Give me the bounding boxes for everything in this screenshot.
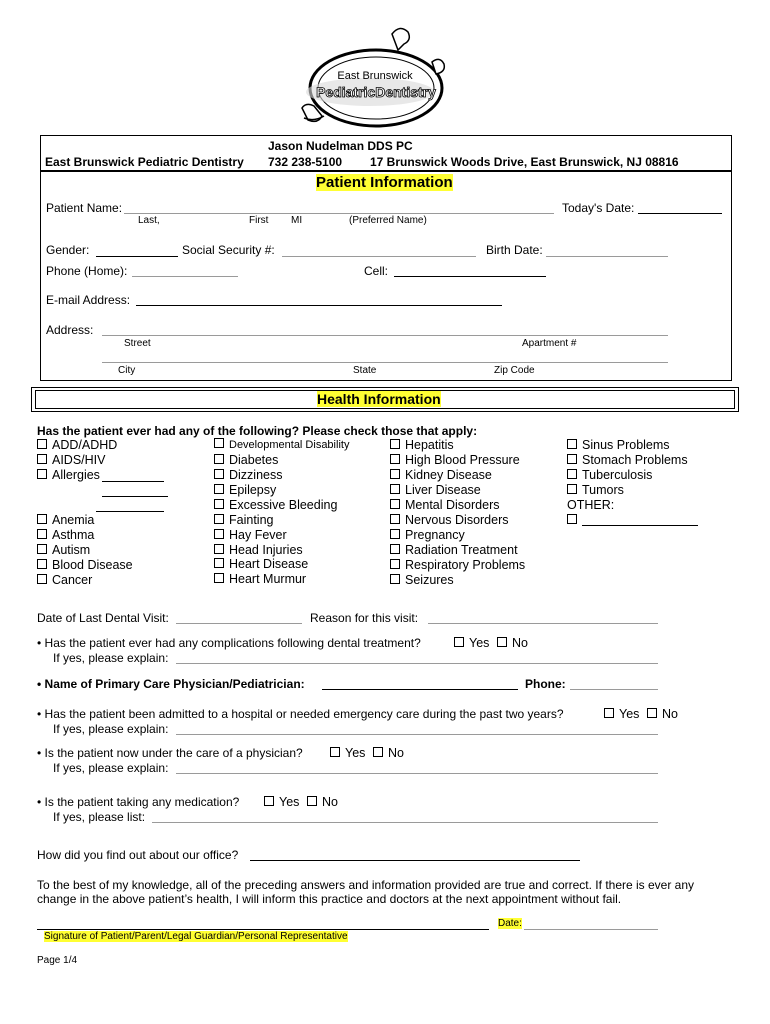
- condition-tuberculosis[interactable]: [567, 468, 652, 482]
- checkbox[interactable]: [567, 514, 577, 524]
- checkbox[interactable]: [214, 469, 224, 479]
- condition-label: Pregnancy: [405, 528, 465, 542]
- condition-anemia[interactable]: [37, 513, 94, 527]
- date-label: Date:: [498, 918, 522, 929]
- condition-high-blood-pressure[interactable]: [390, 453, 520, 467]
- email-label: E-mail Address:: [46, 293, 131, 307]
- condition-label: Hay Fever: [229, 528, 287, 542]
- phone-home-label: Phone (Home):: [46, 264, 128, 278]
- condition-head-injuries[interactable]: [214, 543, 303, 557]
- hospital-yes[interactable]: [604, 707, 639, 721]
- gender-label: Gender:: [46, 243, 90, 257]
- condition-label: Autism: [52, 543, 91, 557]
- find-out-field[interactable]: [250, 860, 580, 861]
- allergies-field-3[interactable]: [96, 511, 164, 512]
- health-question: Has the patient ever had any of the following? Please check those that apply:: [37, 424, 478, 438]
- checkbox[interactable]: [647, 708, 657, 718]
- checkbox[interactable]: [454, 637, 464, 647]
- no-label: No: [388, 746, 404, 760]
- find-out-label: How did you find out about our office?: [37, 848, 239, 862]
- condition-label: Diabetes: [229, 453, 279, 467]
- under-care-yes[interactable]: [330, 746, 365, 760]
- phone-home-field[interactable]: [132, 276, 238, 277]
- birth-date-field[interactable]: [546, 256, 668, 257]
- medication-no[interactable]: [307, 795, 338, 809]
- condition-developmental-disability[interactable]: [214, 438, 349, 451]
- condition-respiratory-problems[interactable]: [390, 558, 525, 572]
- page-number: Page 1/4: [37, 955, 78, 966]
- under-care-question: • Is the patient now under the care of a physician?: [37, 746, 303, 760]
- practice-logo: [292, 22, 462, 134]
- complications-question: • Has the patient ever had any complications following dental treatment?: [37, 636, 421, 650]
- condition-label: Developmental Disability: [229, 439, 350, 451]
- condition-stomach-problems[interactable]: [567, 453, 688, 467]
- cell-field[interactable]: [394, 276, 546, 277]
- sub-mi: MI: [291, 215, 303, 226]
- doctor-name: Jason Nudelman DDS PC: [268, 139, 413, 153]
- condition-label: Mental Disorders: [405, 498, 500, 512]
- sub-preferred: (Preferred Name): [349, 215, 427, 226]
- yes-label: Yes: [345, 746, 366, 760]
- condition-label: High Blood Pressure: [405, 453, 520, 467]
- checkbox[interactable]: [37, 469, 47, 479]
- checkbox[interactable]: [567, 454, 577, 464]
- checkbox[interactable]: [390, 514, 400, 524]
- medication-list-field[interactable]: [152, 822, 658, 823]
- checkbox[interactable]: [390, 559, 400, 569]
- checkbox[interactable]: [330, 747, 340, 757]
- condition-label: Heart Murmur: [229, 572, 307, 586]
- checkbox[interactable]: [214, 514, 224, 524]
- condition-hepatitis[interactable]: [390, 438, 454, 452]
- checkbox[interactable]: [37, 574, 47, 584]
- checkbox[interactable]: [390, 499, 400, 509]
- ssn-field[interactable]: [282, 256, 476, 257]
- yes-label: Yes: [619, 707, 640, 721]
- condition-label: Tumors: [582, 483, 624, 497]
- condition-label: Radiation Treatment: [405, 543, 518, 557]
- physician-phone-label: Phone:: [525, 677, 566, 691]
- condition-label: Head Injuries: [229, 543, 303, 557]
- condition-label: Kidney Disease: [405, 468, 492, 482]
- condition-label: Cancer: [52, 573, 93, 587]
- checkbox[interactable]: [567, 484, 577, 494]
- complications-explain-field[interactable]: [176, 663, 658, 664]
- checkbox[interactable]: [214, 484, 224, 494]
- condition-label: Hepatitis: [405, 438, 454, 452]
- condition-label: Respiratory Problems: [405, 558, 526, 572]
- todays-date-field[interactable]: [638, 213, 722, 214]
- signature-label: Signature of Patient/Parent/Legal Guardian/Personal Representative: [44, 931, 348, 942]
- condition-label: Allergies: [52, 468, 100, 482]
- yes-label: Yes: [279, 795, 300, 809]
- condition-allergies[interactable]: [37, 468, 100, 482]
- checkbox[interactable]: [390, 574, 400, 584]
- condition-diabetes[interactable]: [214, 453, 278, 467]
- condition-label: Sinus Problems: [582, 438, 670, 452]
- address-label: Address:: [46, 323, 94, 337]
- condition-epilepsy[interactable]: [214, 483, 276, 497]
- condition-blood-disease[interactable]: [37, 558, 133, 572]
- checkbox[interactable]: [390, 454, 400, 464]
- other-field[interactable]: [582, 525, 698, 526]
- condition-label: Nervous Disorders: [405, 513, 509, 527]
- yes-label: Yes: [469, 636, 490, 650]
- under-care-no[interactable]: [373, 746, 404, 760]
- reason-field[interactable]: [428, 623, 658, 624]
- complications-explain-label: If yes, please explain:: [53, 651, 169, 665]
- checkbox[interactable]: [390, 544, 400, 554]
- condition-label: Asthma: [52, 528, 95, 542]
- condition-mental-disorders[interactable]: [390, 498, 499, 512]
- checkbox[interactable]: [390, 469, 400, 479]
- physician-phone-field[interactable]: [570, 689, 658, 690]
- medication-list-label: If yes, please list:: [53, 810, 146, 824]
- under-care-explain-field[interactable]: [176, 773, 658, 774]
- logo-line1: East Brunswick: [337, 70, 413, 82]
- checkbox[interactable]: [390, 529, 400, 539]
- ssn-label: Social Security #:: [182, 243, 275, 257]
- checkbox[interactable]: [214, 438, 224, 448]
- patient-name-field[interactable]: [124, 213, 554, 214]
- condition-dizziness[interactable]: [214, 468, 283, 482]
- statement-line-1: To the best of my knowledge, all of the preceding answers and information provided are true and correct. If there is ever any: [37, 878, 695, 892]
- last-visit-label: Date of Last Dental Visit:: [37, 611, 169, 625]
- condition-fainting[interactable]: [214, 513, 273, 527]
- hospital-no[interactable]: [647, 707, 678, 721]
- condition-sinus-problems[interactable]: [567, 438, 670, 452]
- condition-hay-fever[interactable]: [214, 528, 287, 542]
- condition-radiation-treatment[interactable]: [390, 543, 518, 557]
- condition-label: Seizures: [405, 573, 454, 587]
- condition-label: Excessive Bleeding: [229, 498, 338, 512]
- last-visit-field[interactable]: [176, 623, 302, 624]
- hospital-question: • Has the patient been admitted to a hospital or needed emergency care during the past two years?: [37, 707, 564, 721]
- logo-line2: PediatricDentistry: [316, 84, 436, 100]
- checkbox[interactable]: [37, 439, 47, 449]
- checkbox[interactable]: [264, 796, 274, 806]
- checkbox[interactable]: [214, 544, 224, 554]
- condition-autism[interactable]: [37, 543, 90, 557]
- checkbox[interactable]: [307, 796, 317, 806]
- sub-last: Last,: [138, 215, 160, 226]
- condition-heart-murmur[interactable]: [214, 572, 306, 586]
- health-info-title: Health Information: [317, 391, 441, 407]
- reason-label: Reason for this visit:: [310, 611, 419, 625]
- practice-phone: 732 238-5100: [268, 155, 343, 169]
- birth-date-label: Birth Date:: [486, 243, 543, 257]
- no-label: No: [322, 795, 338, 809]
- city-field[interactable]: [102, 362, 668, 363]
- checkbox[interactable]: [214, 454, 224, 464]
- condition-kidney-disease[interactable]: [390, 468, 492, 482]
- checkbox[interactable]: [37, 544, 47, 554]
- hospital-explain-label: If yes, please explain:: [53, 722, 169, 736]
- condition-label: Epilepsy: [229, 483, 277, 497]
- condition-tumors[interactable]: [567, 483, 624, 497]
- condition-asthma[interactable]: [37, 528, 94, 542]
- other-label: OTHER:: [567, 498, 615, 512]
- condition-nervous-disorders[interactable]: [390, 513, 509, 527]
- condition-liver-disease[interactable]: [390, 483, 481, 497]
- checkbox[interactable]: [390, 484, 400, 494]
- patient-name-label: Patient Name:: [46, 201, 123, 215]
- sub-first: First: [249, 215, 269, 226]
- hospital-explain-field[interactable]: [176, 734, 658, 735]
- checkbox[interactable]: [37, 514, 47, 524]
- gender-field[interactable]: [96, 256, 178, 257]
- state-label: State: [353, 365, 377, 376]
- checkbox[interactable]: [214, 558, 224, 568]
- condition-label: Heart Disease: [229, 557, 309, 571]
- physician-field[interactable]: [322, 689, 518, 690]
- practice-name: East Brunswick Pediatric Dentistry: [45, 155, 244, 169]
- signature-date-field[interactable]: [524, 929, 658, 930]
- condition-add-adhd[interactable]: [37, 438, 117, 452]
- condition-label: Tuberculosis: [582, 468, 653, 482]
- condition-excessive-bleeding[interactable]: [214, 498, 337, 512]
- no-label: No: [662, 707, 678, 721]
- no-label: No: [512, 636, 528, 650]
- checkbox[interactable]: [37, 559, 47, 569]
- checkbox[interactable]: [373, 747, 383, 757]
- condition-pregnancy[interactable]: [390, 528, 465, 542]
- condition-label: Anemia: [52, 513, 95, 527]
- checkbox[interactable]: [604, 708, 614, 718]
- condition-label: AIDS/HIV: [52, 453, 106, 467]
- condition-aids-hiv[interactable]: [37, 453, 106, 467]
- under-care-explain-label: If yes, please explain:: [53, 761, 169, 775]
- todays-date-label: Today's Date:: [562, 201, 635, 215]
- apartment-label: Apartment #: [522, 338, 577, 349]
- practice-address: 17 Brunswick Woods Drive, East Brunswick, NJ 08816: [370, 155, 679, 169]
- checkbox[interactable]: [214, 499, 224, 509]
- zip-label: Zip Code: [494, 365, 535, 376]
- statement-line-2: change in the above patient’s health, I will inform this practice and doctors at the next appointment without fail.: [37, 892, 622, 906]
- checkbox[interactable]: [567, 439, 577, 449]
- medication-yes[interactable]: [264, 795, 299, 809]
- checkbox[interactable]: [214, 573, 224, 583]
- email-field[interactable]: [136, 305, 502, 306]
- condition-seizures[interactable]: [390, 573, 454, 587]
- condition-label: Dizziness: [229, 468, 283, 482]
- signature-field[interactable]: [37, 929, 489, 930]
- physician-label: • Name of Primary Care Physician/Pediatrician:: [37, 677, 305, 691]
- condition-label: Liver Disease: [405, 483, 481, 497]
- allergies-field-1[interactable]: [102, 481, 164, 482]
- condition-label: Fainting: [229, 513, 274, 527]
- medication-question: • Is the patient taking any medication?: [37, 795, 240, 809]
- condition-other[interactable]: [567, 513, 582, 527]
- condition-label: Stomach Problems: [582, 453, 688, 467]
- checkbox[interactable]: [37, 454, 47, 464]
- complications-yes[interactable]: [454, 636, 489, 650]
- complications-no[interactable]: [497, 636, 528, 650]
- condition-label: Blood Disease: [52, 558, 133, 572]
- street-label: Street: [124, 338, 151, 349]
- checkbox[interactable]: [497, 637, 507, 647]
- allergies-field-2[interactable]: [102, 496, 168, 497]
- checkbox[interactable]: [214, 529, 224, 539]
- street-field[interactable]: [102, 335, 668, 336]
- patient-info-title: Patient Information: [316, 174, 453, 191]
- condition-cancer[interactable]: [37, 573, 92, 587]
- condition-heart-disease[interactable]: [214, 557, 308, 571]
- checkbox[interactable]: [37, 529, 47, 539]
- condition-label: ADD/ADHD: [52, 438, 118, 452]
- checkbox[interactable]: [390, 439, 400, 449]
- checkbox[interactable]: [567, 469, 577, 479]
- cell-label: Cell:: [364, 264, 389, 278]
- city-label: City: [118, 365, 136, 376]
